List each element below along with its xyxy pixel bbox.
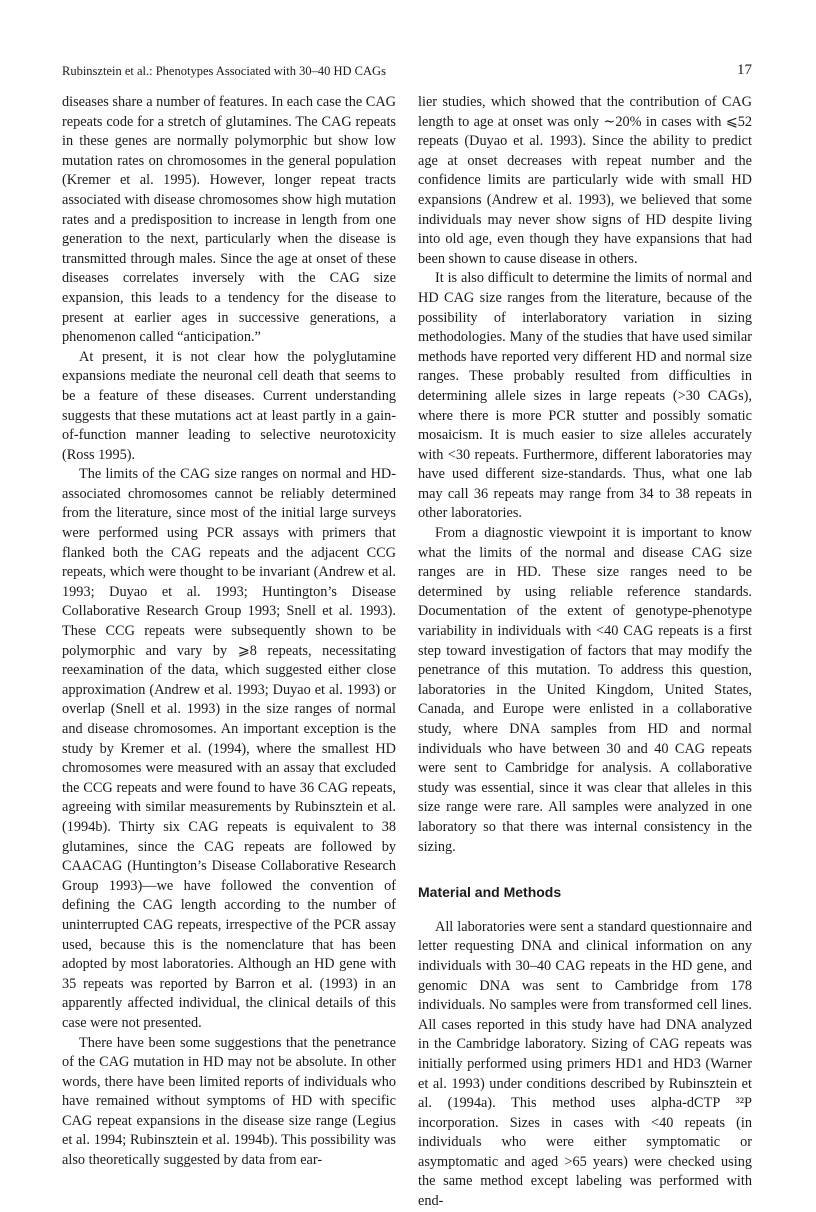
paragraph: diseases share a number of features. In each case the CAG repeats code for a stretch of glutamines. The CAG repeats in these genes are normally polymorphic but show low mutation rates on chromosomes in the general population (Kremer et al. 1995). However, longer repeat tracts associated with disease chromosomes show high mutation rates and a predisposition to increase in length from one generation to the next, particularly when the disease is transmitted through males. Since the age at onset of these diseases correlates inversely with the CAG size expansion, this leads to a tendency for the disease to present at earlier ages in successive generations, a phenomenon called “anticipation.”	[62, 94, 396, 346]
running-title: Rubinsztein et al.: Phenotypes Associated with 30–40 HD CAGs	[62, 64, 386, 78]
paragraph: All laboratories were sent a standard questionnaire and letter requesting DNA and clinical information on any individuals with 30–40 CAG repeats in the HD gene, and genomic DNA was sent to Cambridge from 178 individuals. No samples were from transformed cell lines. All cases reported in this study have had DNA analyzed in the Cambridge laboratory. Sizing of CAG repeats was initially performed using primers HD1 and HD3 (Warner et al. 1993) under conditions described by Rubinsztein et al. (1994a). This method uses alpha-dCTP ³²P incorporation. Sizes in cases with <40 repeats (in individuals who were either symptomatic or asymptomatic and aged >65 years) were checked using the same method except labeling was performed with end-	[418, 918, 752, 1210]
right-column	[418, 93, 752, 1212]
left-column	[62, 93, 396, 1171]
paragraph: There have been some suggestions that the penetrance of the CAG mutation in HD may not be absolute. In other words, there have been limited reports of individuals who have remained without symptoms of HD with specific CAG repeat expansions in the disease size range (Legius et al. 1994; Rubinsztein et al. 1994b). This possibility was also theoretically suggested by data from ear-	[62, 1034, 396, 1169]
paragraph: lier studies, which showed that the contribution of CAG length to age at onset was only ∼20% in cases with ⩽52 repeats (Duyao et al. 1993). Since the ability to predict age at onset decreases with repeat number and the confidence limits are particularly wide with small HD expansions (Andrew et al. 1993), we believed that some individuals may never show signs of HD despite living into old age, even though they have expansions that had been shown to cause disease in others.	[418, 94, 752, 267]
paragraph: It is also difficult to determine the limits of normal and HD CAG size ranges from the literature, because of the possibility of interlaboratory variation in sizing methodologies. Many of the studies that have used similar methods have reported very different HD and normal size ranges. These probably resulted from difficulties in determining allele sizes in large repeats (>30 CAGs), where there is more PCR stutter and possibly somatic mosaicism. It is much easier to size alleles accurately with <30 repeats. Furthermore, different laboratories may have used different size-standards. Thus, what one lab may call 36 repeats may range from 34 to 38 repeats in other laboratories.	[418, 270, 752, 522]
page-number: 17	[737, 62, 752, 78]
running-header	[62, 64, 752, 84]
paragraph: From a diagnostic viewpoint it is important to know what the limits of the normal and disease CAG size ranges are in HD. These size ranges need to be determined by using reliable reference standards. Documentation of the extent of genotype-phenotype variability in individuals with <40 CAG repeats is a first step toward investigation of factors that may modify the penetrance of this mutation. To address this question, laboratories in the United Kingdom, United States, Canada, and Europe were enlisted in a collaborative study, where DNA samples from HD and normal individuals who have between 30 and 40 CAG repeats were sent to Cambridge for analysis. A collaborative study was essential, since it was clear that alleles in this size range were rare. All samples were analyzed in one laboratory so that there was internal consistency in the sizing.	[418, 525, 752, 855]
paragraph: At present, it is not clear how the polyglutamine expansions mediate the neuronal cell death that seems to be a feature of these diseases. Current understanding suggests that these mutations act at least partly in a gain-of-function manner leading to selective neurotoxicity (Ross 1995).	[62, 348, 396, 463]
section-heading: Material and Methods	[418, 884, 562, 901]
paragraph: The limits of the CAG size ranges on normal and HD-associated chromosomes cannot be reliably determined from the literature, since most of the initial large surveys were performed using PCR assays with primers that flanked both the CAG repeats and the adjacent CCG repeats, which were thought to be invariant (Andrew et al. 1993; Duyao et al. 1993; Huntington’s Disease Collaborative Research Group 1993; Snell et al. 1993). These CCG repeats were subsequently shown to be polymorphic and vary by ⩾8 repeats, necessitating reexamination of the data, which suggested either close approximation (Andrew et al. 1993; Duyao et al. 1993) or overlap (Snell et al. 1993) in the size ranges of normal and disease chromosomes. An important exception is the study by Kremer et al. (1994), where the smallest HD chromosomes were measured with an assay that excluded the CCG repeats and were found to have 36 CAG repeats, agreeing with similar measurements by Rubinsztein et al. (1994b). Thirty six CAG repeats is equivalent to 38 glutamines, since the CAG repeats are followed by CAACAG (Huntington’s Disease Collaborative Research Group 1993)—we have followed the convention of defining the CAG length according to the number of uninterrupted CAG repeats, irrespective of the PCR assay used, because this is the nomenclature that has been adopted by most laboratories. Although an HD gene with 35 repeats was reported by Barron et al. (1993) in an apparently affected individual, the clinical details of this case were not presented.	[62, 466, 396, 1031]
